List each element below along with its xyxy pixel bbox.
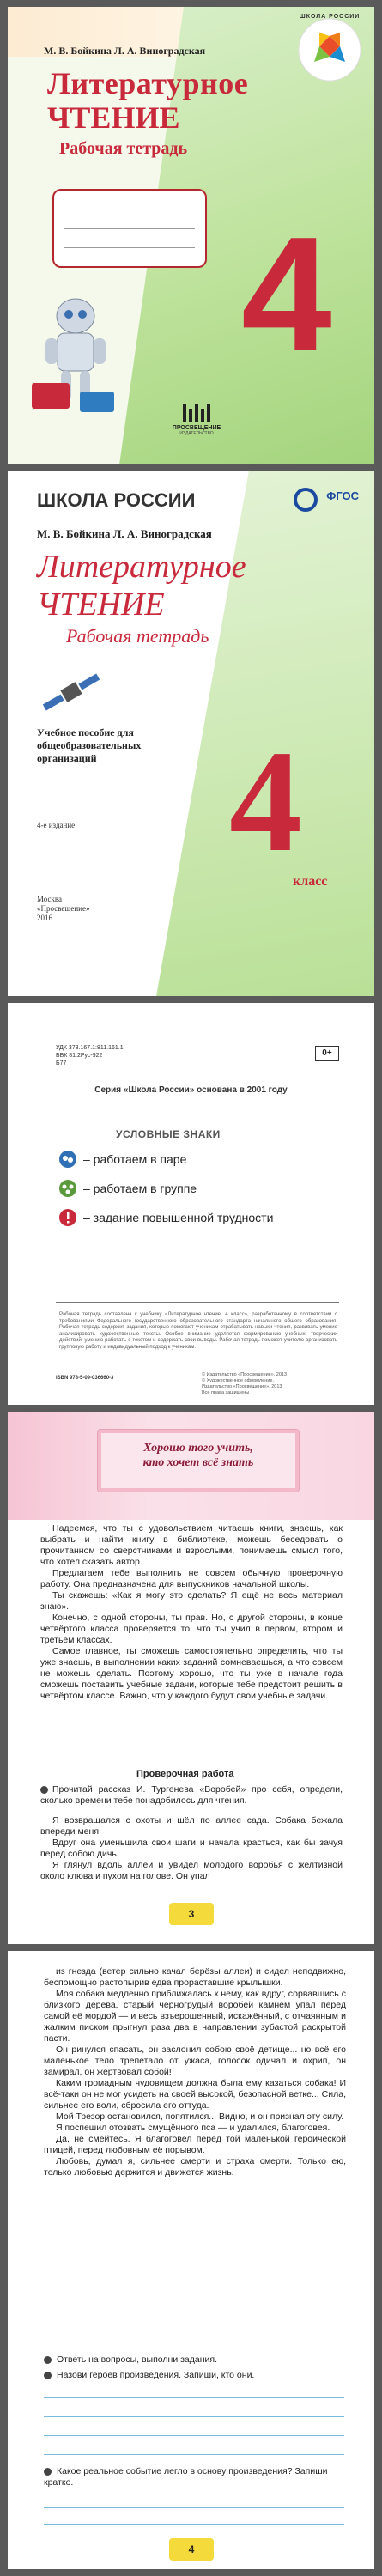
- publisher-sub: ИЗДАТЕЛЬСТВО: [179, 431, 214, 436]
- intro-text: [40, 1523, 343, 1702]
- series-label: ШКОЛА РОССИИ: [299, 14, 361, 20]
- answer-line[interactable]: [44, 2524, 344, 2525]
- paragraph: Моя собака медленно приближалась к нему, как вдруг, сорвавшись с близкого дерева, старый черногрудый воробей камнем упал перед самой её мордой — и весь взъерошенный, искажённый, с отчаянным и жалким писком прыгнул раза два в направлении зубастой раскрытой пасти.: [44, 1989, 346, 2044]
- condition-text: – работаем в группе: [83, 1182, 197, 1195]
- imprint-page: [8, 1003, 374, 1405]
- condition-item: [59, 1151, 186, 1168]
- story-text: [40, 1815, 343, 1882]
- paragraph: из гнезда (ветер сильно качал берёзы аллеи) и сидел неподвижно, беспомощно растопырив едва прораставшие крылышки.: [44, 1966, 346, 1988]
- divider: [56, 1302, 339, 1303]
- conditions-title: УСЛОВНЫЕ ЗНАКИ: [116, 1128, 221, 1140]
- paragraph: Вдруг она уменьшила свои шаги и начала красться, как бы зачуя перед собою дичь.: [40, 1838, 343, 1859]
- question: [44, 2370, 346, 2381]
- bullet-icon: [44, 2468, 52, 2476]
- publisher-bars-icon: [162, 404, 231, 422]
- pair-work-icon: [59, 1151, 76, 1168]
- cover-subtitle: Рабочая тетрадь: [59, 139, 188, 158]
- name-line: [64, 228, 195, 229]
- paragraph: Я поспешил отозвать смущённого пса — и удалился, благоговея.: [56, 2123, 330, 2133]
- isbn: ISBN 978-5-09-036660-3: [56, 1376, 114, 1381]
- edition: 4-е издание: [37, 821, 76, 829]
- condition-text: – работаем в паре: [83, 1152, 187, 1166]
- name-field-box[interactable]: [52, 189, 207, 268]
- title-line1: Литературное: [37, 549, 246, 585]
- title-subtitle: Рабочая тетрадь: [66, 625, 209, 647]
- condition-item: [59, 1180, 197, 1197]
- paragraph: Я глянул вдоль аллеи и увидел молодого воробья с желтизной около клюва и пухом на голове. Он упал: [40, 1860, 343, 1881]
- question-text: Какое реальное событие легло в основу произведения? Запиши кратко.: [44, 2466, 328, 2488]
- motto: [102, 1441, 294, 1470]
- bbk-code: ББК 81.2Рус-922: [56, 1053, 103, 1059]
- copyright-line: © Издательство «Просвещение», 2013: [202, 1372, 288, 1377]
- abstract: Рабочая тетрадь составлена к учебнику «Литературное чтение. 4 класс», разработанному в соответствии с требованиями Федерального государственного образовательного стандарта начального общего образования. Рабочая тетрадь содержит задания, которые помогают ученикам отрабатывать навыки чтения, развивать умение анализировать художественные тексты. Особое внимание уделяется формированию учебных, творческих действий, умению работать с текстом и содержать свои выводы. Рабочая тетрадь поможет учителю организовать групповую работу и индивидуальный подход к ученикам.: [59, 1312, 337, 1350]
- story-continuation: [44, 1966, 346, 2178]
- task: [40, 1784, 343, 1807]
- question: [44, 2354, 346, 2366]
- bullet-icon: [44, 2372, 52, 2379]
- answer-line[interactable]: [44, 2507, 344, 2508]
- title-page: [8, 471, 374, 996]
- cover-page: [8, 7, 374, 464]
- question-text: Назови героев произведения. Запиши, кто они.: [57, 2370, 255, 2380]
- fgos-label: ФГОС: [326, 489, 359, 502]
- copyright-line: Издательство «Просвещение», 2013: [202, 1384, 282, 1389]
- paragraph: Я возвращался с охоты и шёл по аллее сада. Собака бежала впереди меня.: [40, 1815, 343, 1837]
- answer-line[interactable]: [44, 2435, 344, 2436]
- question: [44, 2466, 346, 2488]
- description: Учебное пособие для общеобразовательных организаций: [37, 726, 142, 764]
- cover-title-line2: ЧТЕНИЕ: [47, 100, 180, 135]
- city-line: Москва: [37, 895, 62, 903]
- exclamation-icon: [59, 1209, 76, 1226]
- author-code: Б77: [56, 1060, 67, 1066]
- series-note: Серия «Школа России» основана в 2001 году: [94, 1085, 288, 1095]
- condition-text: – задание повышенной трудности: [83, 1211, 274, 1224]
- section-title: Проверочная работа: [136, 1769, 234, 1779]
- city-line: 2016: [37, 914, 52, 922]
- bullet-icon: [40, 1786, 48, 1794]
- motto-line: кто хочет всё знать: [142, 1456, 254, 1469]
- cover-title-line1: Литературное: [47, 66, 249, 100]
- cover-authors: М. В. Бойкина Л. А. Виноградская: [44, 45, 206, 57]
- satellite-icon: [37, 658, 106, 726]
- city-block: [37, 895, 89, 923]
- question-text: Ответь на вопросы, выполни задания.: [57, 2354, 217, 2365]
- classification-codes: [56, 1044, 124, 1067]
- city-line: «Просвещение»: [37, 904, 90, 913]
- answer-line[interactable]: [44, 2454, 344, 2455]
- cover-grade-number: 4: [241, 204, 332, 386]
- answer-line[interactable]: [44, 2397, 344, 2398]
- series-name: ШКОЛА РОССИИ: [37, 489, 196, 511]
- page-number: 4: [169, 2538, 214, 2561]
- class-label: класс: [293, 874, 328, 889]
- paragraph: Надеемся, что ты с удовольствием читаешь книги, знаешь, как выбрать и найти книгу в библиотеке, можешь беседовать о прочитанном со сверстниками и взрослыми, понимаешь смысл того, что хотел сказать автор.: [40, 1523, 343, 1567]
- copyright-line: © Художественное оформление.: [202, 1378, 274, 1383]
- page-number: 3: [169, 1903, 214, 1925]
- title-line2: ЧТЕНИЕ: [37, 586, 165, 623]
- text-page-4: [8, 1951, 374, 2569]
- text-page-3: [8, 1412, 374, 1944]
- name-line: [64, 247, 195, 248]
- paragraph: Любовь, думал я, сильнее смерти и страха смерти. Только ею, только любовью держится и движется жизнь.: [44, 2156, 346, 2178]
- series-logo-icon: [294, 10, 366, 84]
- udk-code: УДК 373.167.1:811.161.1: [56, 1045, 124, 1051]
- paragraph: Мой Трезор остановился, попятился... Видно, и он признал эту силу.: [56, 2111, 344, 2122]
- bullet-icon: [44, 2356, 52, 2364]
- paragraph: Самое главное, ты сможешь самостоятельно определить, что ты уже знаешь, в выполнении каких заданий сомневаешься, а что совсем не можешь сделать. Поэтому хорошо, что ты уже в начале года сможешь поставить учебные задачи, которые тебе предстоит решить в четвёртом классе. Важно, что у каждого будут свои учебные задачи.: [40, 1646, 343, 1701]
- copyright-block: [202, 1372, 287, 1396]
- task-text: Прочитай рассказ И. Тургенева «Воробей» про себя, определи, сколько времени тебе понадобилось для чтения.: [40, 1784, 343, 1806]
- publisher-logo: [162, 404, 231, 436]
- age-rating: 0+: [315, 1046, 339, 1061]
- paragraph: Каким громадным чудовищем должна была ему казаться собака! И всё-таки он не мог усидеть на своей высокой, безопасной ветке... Сила, сильнее его воли, сбросила его оттуда.: [44, 2078, 346, 2111]
- paragraph: Он ринулся спасать, он заслонил собою своё детище... но всё его маленькое тело трепетало от ужаса, голосок одичал и охрип, он замирал, он жертвовал собой!: [44, 2044, 346, 2077]
- title-authors: М. В. Бойкина Л. А. Виноградская: [37, 527, 212, 540]
- group-work-icon: [59, 1180, 76, 1197]
- publisher-name: ПРОСВЕЩЕНИЕ: [172, 425, 221, 431]
- copyright-line: Все права защищены: [202, 1390, 250, 1395]
- answer-line[interactable]: [44, 2416, 344, 2417]
- motto-line: Хорошо того учить,: [143, 1442, 253, 1455]
- condition-item: [59, 1209, 273, 1226]
- paragraph: Предлагаем тебе выполнить не совсем обычную проверочную работу. Она предназначена для выпускников начальной школы.: [40, 1568, 343, 1589]
- paragraph: Ты скажешь: «Как я могу это сделать? Я ещё не весь материал знаю».: [40, 1590, 343, 1612]
- robot-illustration-icon: [28, 290, 123, 419]
- paragraph: Конечно, с одной стороны, ты прав. Но, с другой стороны, в конце четвёртого класса проверяется то, что ты учил в первом, втором и третьем классах.: [40, 1613, 343, 1645]
- title-grade-number: 4: [229, 720, 302, 882]
- paragraph: Да, не смейтесь. Я благоговел перед той маленькой героической птицей, перед любовным её порывом.: [44, 2134, 346, 2155]
